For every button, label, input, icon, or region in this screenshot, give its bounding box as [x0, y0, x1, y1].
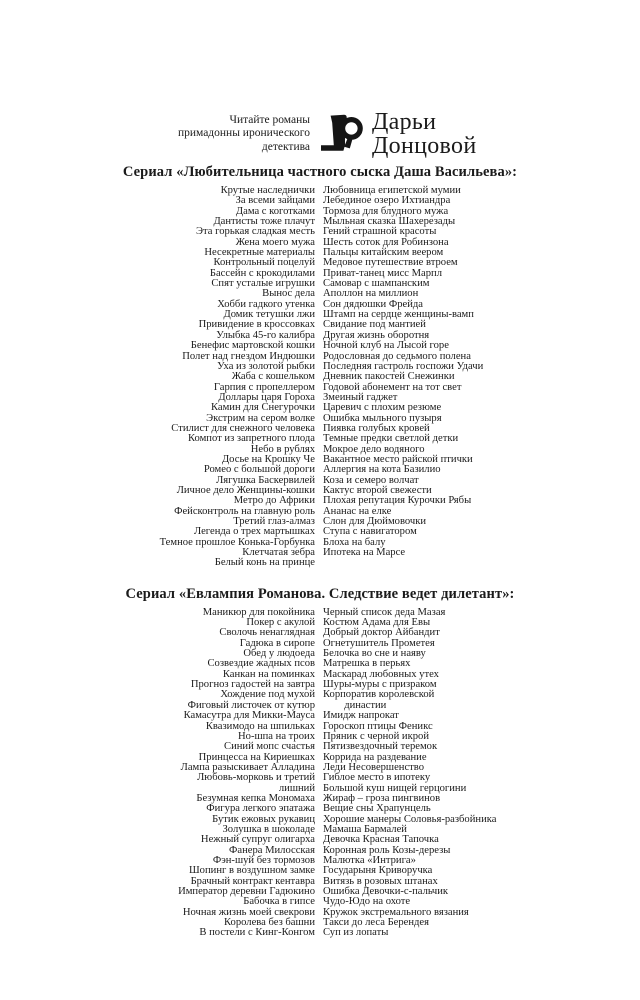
book-title: Леди Несовершенство: [323, 761, 425, 773]
book-title: Родословная до седьмого полена: [323, 350, 471, 362]
book-title: Коррида на раздевание: [323, 751, 427, 763]
book-title: Королева без башни: [224, 917, 315, 929]
book-title: Кружок экстремального вязания: [323, 906, 469, 918]
book-title: Третий глаз-алмаз: [233, 516, 315, 527]
book-title: Стилист для снежного человека: [171, 422, 315, 434]
book-title: Пиявка голубых кровей: [323, 422, 430, 434]
book-title: Крутые наследнички: [220, 185, 315, 196]
book-title: Ананас на елке: [323, 505, 392, 517]
book-title: Аллергия на кота Базилио: [323, 464, 441, 476]
book-title: Камасутра для Микки-Мауса: [183, 710, 315, 722]
series1-left-column: [129, 186, 315, 569]
book-title: Кактус второй свежести: [323, 484, 432, 496]
book-title: Созвездие жадных псов: [207, 658, 315, 670]
book-title: Мыльная сказка Шахерезады: [323, 216, 456, 228]
book-title: Фиговый листочек от кутюр: [187, 699, 315, 711]
book-title: Медовое путешествие втроем: [323, 257, 458, 269]
book-title: Маскарад любовных утех: [323, 668, 439, 680]
book-title: Последняя гастроль госпожи Удачи: [323, 360, 484, 372]
book-title: Витязь в розовых штанах: [323, 875, 438, 887]
book-title: Гарпия с пропеллером: [213, 381, 315, 393]
book-title: Ошибка Девочки-с-пальчик: [323, 886, 449, 897]
book-title: Змеиный гаджет: [323, 391, 398, 403]
book-title: Жена моего мужа: [235, 236, 315, 248]
book-title: Большой куш нищей герцогини: [323, 782, 467, 794]
book-title: Пятизвездочный теремок: [323, 741, 438, 753]
book-title: Шесть соток для Робинзона: [323, 236, 449, 248]
tagline-line: детектива: [261, 140, 310, 153]
book-title: Мамаша Бармалей: [323, 823, 407, 835]
book-title: Плохая репутация Курочки Рябы: [323, 495, 472, 507]
book-title: Слон для Дюймовочки: [323, 516, 427, 527]
book-title: Бассейн с крокодилами: [209, 267, 315, 279]
book-title: Матрешка в перьях: [323, 658, 411, 670]
series1-title: Сериал «Любительница частного сыска Даша Васильева»:: [122, 164, 518, 180]
book-title: Малютка «Интрига»: [323, 854, 416, 866]
book-title: Ночная жизнь моей свекрови: [182, 906, 315, 918]
tagline-line: примадонны иронического: [177, 127, 310, 140]
book-title: Несекретные материалы: [204, 247, 315, 259]
book-title: Ступа с навигатором: [323, 526, 417, 538]
book-title: Костюм Адама для Евы: [323, 617, 431, 629]
book-title: Небо в рублях: [250, 443, 315, 455]
book-title: Уха из золотой рыбки: [217, 360, 315, 372]
book-title: Добрый доктор Айбандит: [323, 627, 440, 639]
book-title: Корпоратив королевской: [323, 689, 435, 701]
book-title: Метро до Африки: [233, 495, 315, 507]
book-title: Фанера Милосская: [229, 844, 315, 856]
book-title: Царевич с плохим резюме: [323, 402, 442, 414]
book-title: Дневник пакостей Снежинки: [323, 371, 455, 383]
book-title: Спят усталые игрушки: [211, 278, 315, 290]
series2-right-column: [323, 608, 511, 939]
book-title: Полет над гнездом Индюшки: [182, 350, 315, 362]
book-title: Безумная кепка Мономаха: [196, 792, 315, 804]
book-title: Огнетушитель Прометея: [323, 637, 435, 649]
book-title: Лебединое озеро Ихтиандра: [323, 195, 451, 207]
book-title: Гиблое место в ипотеку: [323, 772, 431, 784]
book-title: Свидание под мантией: [323, 319, 426, 331]
book-title: Домик тетушки лжи: [223, 309, 315, 321]
book-title: Черный список деда Мазая: [323, 606, 446, 618]
author-name: [372, 110, 502, 158]
book-title: Сон дядюшки Фрейда: [323, 298, 423, 310]
book-title: Золушка в шоколаде: [222, 823, 315, 835]
book-title: Фэн-шуй без тормозов: [212, 854, 315, 866]
book-title: Гороскоп птицы Феникс: [323, 720, 433, 732]
book-title: Годовой абонемент на тот свет: [323, 381, 462, 393]
book-title: Темные предки светлой детки: [323, 433, 459, 445]
book-title: Имидж напрокат: [323, 710, 399, 722]
book-title: Экстрим на сером волке: [206, 412, 315, 424]
book-title: Вакантное место райской птички: [323, 453, 473, 465]
book-title: Синий мопс счастья: [224, 741, 315, 753]
book-title: Прогноз гадостей на завтра: [190, 679, 315, 691]
book-title: Компот из запретного плода: [187, 433, 315, 445]
book-title: Легенда о трех мартышках: [193, 526, 315, 538]
book-title: Самовар с шампанским: [323, 278, 430, 290]
book-title: Коронная роль Козы-дерезы: [323, 844, 451, 856]
book-title: Клетчатая зебра: [242, 547, 315, 559]
book-title: Досье на Крошку Че: [221, 453, 315, 465]
book-title: Вещие сны Храпунцель: [323, 803, 431, 815]
series2-left-column: [129, 608, 315, 939]
book-title: Лягушка Баскервилей: [216, 474, 315, 486]
book-title: Лампа разыскивает Алладина: [180, 761, 315, 773]
book-title: Хождение под мухой: [220, 689, 315, 701]
book-title: Бабочка в гипсе: [243, 896, 315, 908]
book-title: Брачный контракт кентавра: [190, 875, 315, 887]
book-title: лишний: [278, 782, 315, 794]
book-title: Гений страшной красоты: [323, 226, 437, 238]
book-title: Приват-танец мисс Марпл: [323, 267, 443, 279]
book-title: За всеми зайцами: [235, 195, 315, 207]
book-title: Бутик ежовых рукавиц: [212, 813, 315, 825]
tagline-line: Читайте романы: [229, 113, 310, 126]
book-title: Пряник с черной икрой: [323, 730, 429, 742]
author-name-line: Донцовой: [372, 133, 477, 159]
book-title: Такси до леса Берендея: [323, 917, 429, 929]
book-title: Ромео с большой дороги: [203, 464, 315, 476]
book-title: Мокрое дело водяного: [323, 443, 425, 455]
book-title: Коза и семеро волчат: [323, 474, 419, 486]
book-title: Маникюр для покойника: [202, 606, 315, 618]
book-title: Любовь-морковь и третий: [197, 772, 315, 784]
book-title: Эта горькая сладкая месть: [196, 226, 315, 238]
author-name-line: Дарьи: [372, 109, 437, 135]
book-title: Фейсконтроль на главную роль: [174, 505, 315, 517]
book-title: Улыбка 45-го калибра: [216, 329, 315, 341]
book-title: Доллары царя Гороха: [218, 391, 315, 403]
book-title: Вынос дела: [262, 288, 315, 300]
book-title: В постели с Кинг-Конгом: [199, 927, 315, 939]
book-title: Дама с коготками: [235, 205, 315, 217]
book-title: Аполлон на миллион: [323, 288, 419, 300]
book-title: Ипотека на Марсе: [323, 547, 406, 559]
book-title: Шопинг в воздушном замке: [189, 865, 315, 877]
book-title: Квазимодо на шпильках: [205, 720, 315, 732]
book-title: Бенефис мартовской кошки: [190, 340, 315, 352]
book-title: Темное прошлое Конька-Горбунка: [159, 536, 315, 548]
book-title: Камин для Снегурочки: [210, 402, 315, 414]
book-title: Личное дело Женщины-кошки: [176, 484, 315, 496]
book-title: Хобби гадкого утенка: [217, 298, 315, 310]
book-title: Суп из лопаты: [323, 927, 389, 939]
book-title: Хорошие манеры Соловья-разбойника: [323, 813, 497, 825]
book-title: Белый конь на принце: [214, 557, 315, 569]
series2-title: Сериал «Евлампия Романова. Следствие ведет дилетант»:: [125, 585, 515, 602]
publisher-header: [0, 0, 640, 158]
book-title: династии: [323, 699, 387, 711]
book-title: Сволочь ненаглядная: [219, 627, 315, 639]
book-title: Контрольный поцелуй: [213, 257, 315, 269]
book-title: Тормоза для блудного мужа: [323, 205, 449, 217]
book-title: Девочка Красная Тапочка: [323, 834, 439, 846]
dog-with-magnifier-logo-icon: [317, 110, 365, 158]
book-title: Чудо-Юдо на охоте: [323, 896, 411, 908]
book-title: Канкан на поминках: [222, 668, 315, 680]
book-title: Жаба с кошельком: [231, 371, 315, 383]
book-title: Ошибка мыльного пузыря: [323, 412, 442, 424]
book-title: Дантисты тоже плачут: [213, 216, 315, 228]
book-title: Другая жизнь оборотня: [323, 329, 430, 341]
book-title: Шуры-муры с призраком: [323, 679, 437, 691]
book-title: Фигура легкого эпатажа: [206, 803, 315, 815]
book-title: Пальцы китайским веером: [323, 247, 444, 259]
book-title: Привидение в кроссовках: [198, 319, 315, 331]
book-title: Жираф – гроза пингвинов: [323, 792, 441, 804]
book-title: Покер с акулой: [246, 617, 315, 629]
tagline: [138, 114, 310, 155]
book-title: Император деревни Гадюкино: [178, 886, 315, 897]
book-title: Блоха на балу: [323, 536, 386, 548]
book-title: Ночной клуб на Лысой горе: [323, 340, 449, 352]
book-title: Обед у людоеда: [243, 648, 315, 660]
series1-book-list: [129, 186, 511, 569]
book-title: Но-шпа на троих: [238, 730, 315, 742]
book-title: Нежный супруг олигарха: [200, 834, 315, 846]
book-title: Штамп на сердце женщины-вамп: [323, 309, 474, 321]
book-title: Белочка во сне и наяву: [323, 648, 426, 660]
series1-right-column: [323, 186, 511, 569]
book-title: Государыня Криворучка: [323, 865, 433, 877]
book-title: Гадюка в сиропе: [239, 637, 315, 649]
series2-book-list: [129, 608, 511, 939]
book-title: Любовница египетской мумии: [323, 185, 461, 196]
book-title: Принцесса на Кириешках: [198, 751, 315, 763]
